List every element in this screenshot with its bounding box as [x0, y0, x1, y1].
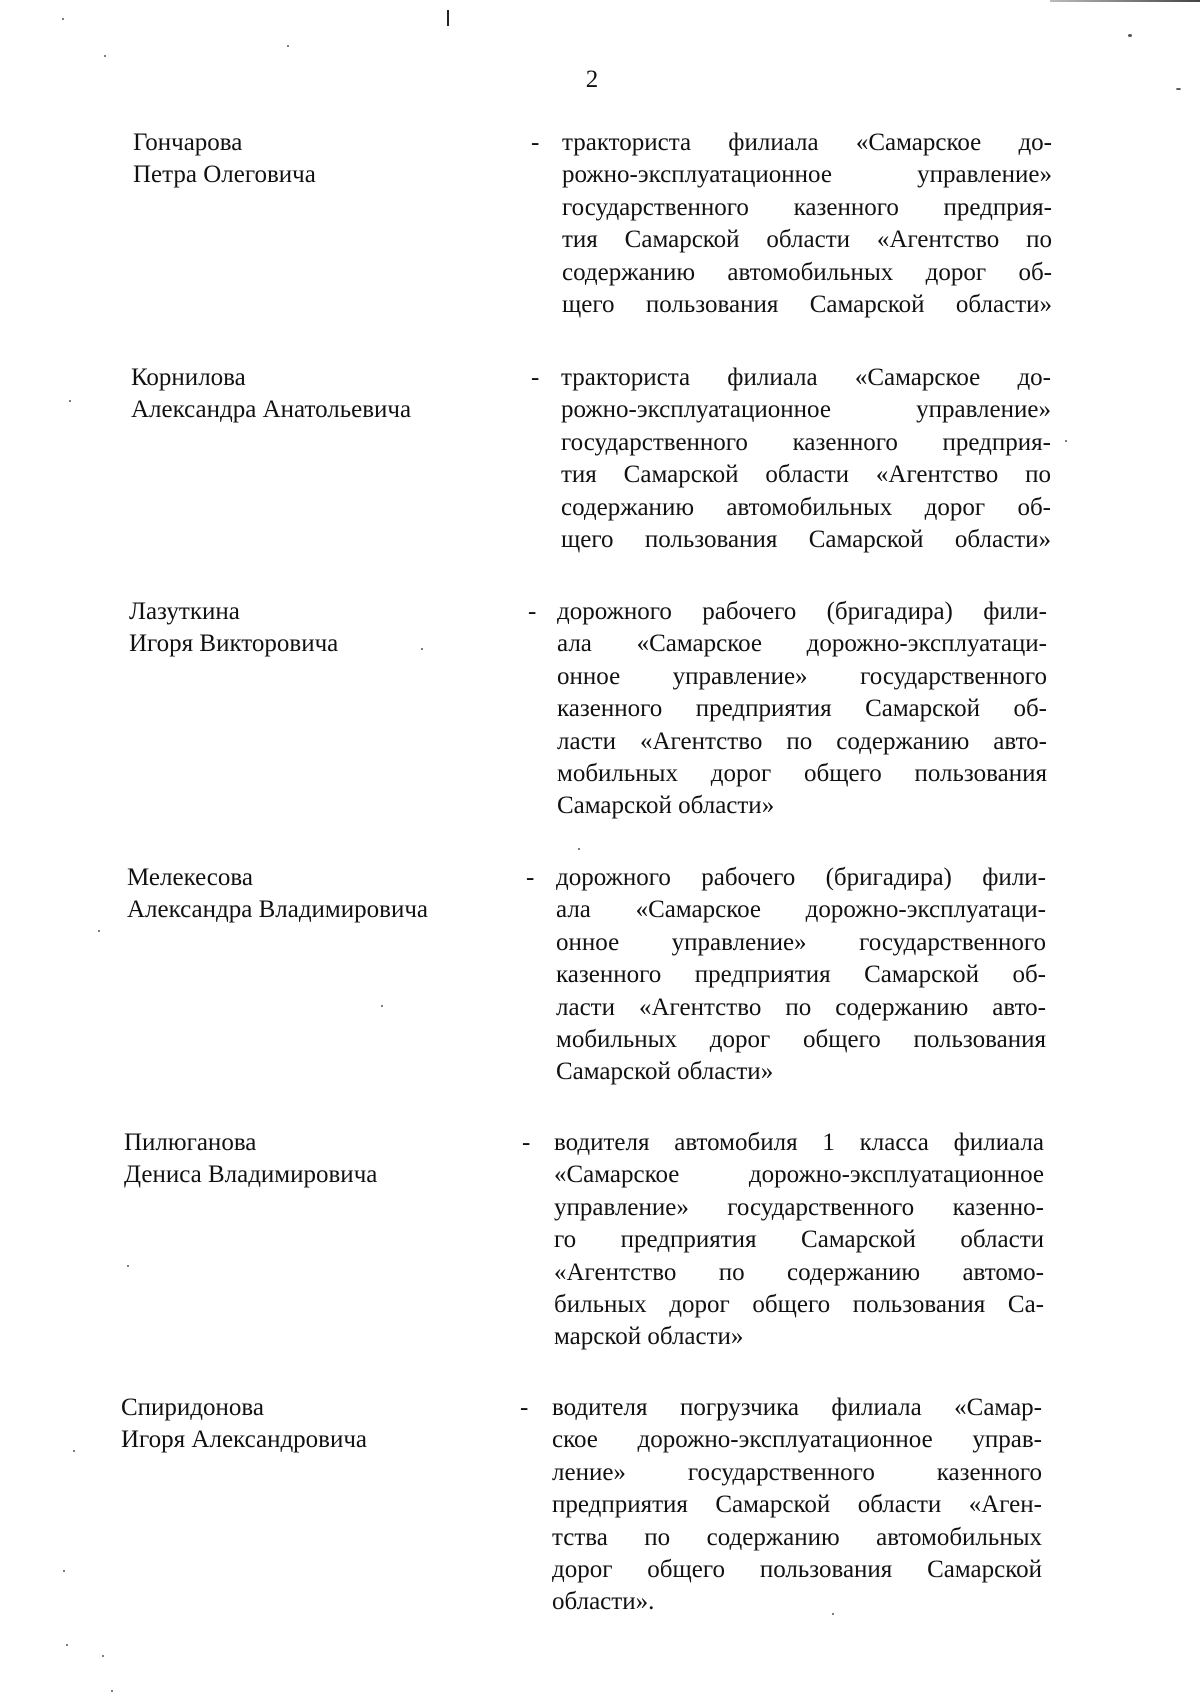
scan-speck	[111, 1690, 113, 1692]
description-line: онное управление» государственного	[556, 928, 1046, 956]
scan-speck	[1176, 88, 1181, 90]
description-line: водителя автомобиля 1 класса филиала	[554, 1129, 1044, 1156]
appointee-surname: Лазуткина	[129, 598, 240, 625]
scan-speck	[1065, 440, 1067, 442]
description-line: Самарской области»	[557, 792, 775, 820]
description-line: государственного казенного предприя-	[562, 193, 1052, 221]
appointee-surname: Спиридонова	[121, 1394, 264, 1421]
scan-speck	[1128, 34, 1132, 37]
description-line: рожно-эксплуатационное управление»	[562, 161, 1052, 189]
description-line: ласти «Агентство по содержанию авто-	[557, 727, 1047, 755]
scan-speck	[104, 55, 106, 57]
description-line: тия Самарской области «Агентство по	[561, 461, 1051, 489]
position-description	[561, 362, 1051, 556]
description-line: рожно-эксплуатационное управление»	[561, 396, 1051, 424]
appointee-surname: Гончарова	[133, 129, 243, 156]
entry-dash: -	[522, 1129, 531, 1156]
appointee-given-names: Александра Анатольевича	[131, 396, 412, 423]
description-line: Самарской области»	[556, 1058, 774, 1086]
description-line: го предприятия Самарской области	[554, 1226, 1044, 1254]
appointee-given-names: Игоря Викторовича	[129, 630, 339, 657]
description-line: ское дорожно-эксплуатационное управ-	[552, 1426, 1042, 1454]
scan-speck	[287, 45, 289, 47]
description-line: ласти «Агентство по содержанию авто-	[556, 993, 1046, 1021]
description-line: казенного предприятия Самарской об-	[557, 695, 1047, 723]
description-line: мобильных дорог общего пользования	[557, 760, 1047, 788]
appointee-given-names: Игоря Александровича	[121, 1426, 368, 1453]
description-line: казенного предприятия Самарской об-	[556, 961, 1046, 989]
description-line: водителя погрузчика филиала «Самар-	[552, 1394, 1042, 1421]
scan-speck	[832, 1613, 834, 1615]
scan-speck	[381, 1005, 383, 1007]
description-line: содержанию автомобильных дорог об-	[562, 258, 1052, 286]
description-line: ление» государственного казенного	[552, 1458, 1042, 1486]
entry-dash: -	[526, 864, 535, 891]
scan-speck	[69, 400, 71, 402]
description-line: тракториста филиала «Самарское до-	[561, 364, 1051, 391]
position-description	[554, 1127, 1044, 1354]
appointee-given-names: Александра Владимировича	[127, 896, 428, 923]
scan-speck	[127, 1265, 129, 1267]
appointee-given-names: Дениса Владимировича	[124, 1161, 378, 1188]
position-description	[557, 596, 1047, 823]
position-description	[562, 127, 1052, 321]
scan-speck	[66, 1644, 68, 1646]
entry-dash: -	[520, 1394, 529, 1421]
scan-speck	[98, 930, 100, 932]
appointee-name	[124, 1127, 377, 1191]
description-line: ала «Самарское дорожно-эксплуатаци-	[557, 630, 1047, 658]
description-line: «Агентство по содержанию автомо-	[554, 1258, 1044, 1286]
description-line: тства по содержанию автомобильных	[552, 1523, 1042, 1551]
description-line: тия Самарской области «Агентство по	[562, 226, 1052, 254]
entry-dash: -	[531, 364, 540, 391]
description-line: государственного казенного предприя-	[561, 428, 1051, 456]
description-line: марской области»	[554, 1323, 744, 1351]
page-number: 2	[585, 66, 599, 93]
position-description	[552, 1392, 1042, 1619]
description-line: предприятия Самарской области «Аген-	[552, 1491, 1042, 1519]
appointee-name	[127, 862, 428, 926]
description-line: мобильных дорог общего пользования	[556, 1026, 1046, 1054]
description-line: управление» государственного казенно-	[554, 1193, 1044, 1221]
description-line: тракториста филиала «Самарское до-	[562, 129, 1052, 156]
description-line: ала «Самарское дорожно-эксплуатаци-	[556, 896, 1046, 924]
appointee-name	[133, 127, 316, 191]
scan-speck	[421, 648, 423, 650]
description-line: дорожного рабочего (бригадира) фили-	[556, 864, 1046, 891]
scan-speck	[63, 1570, 65, 1572]
description-line: «Самарское дорожно-эксплуатационное	[554, 1161, 1044, 1189]
appointee-surname: Корнилова	[131, 364, 246, 391]
scan-speck	[578, 848, 580, 850]
appointee-name	[131, 362, 411, 426]
appointee-given-names: Петра Олеговича	[133, 161, 316, 188]
description-line: онное управление» государственного	[557, 662, 1047, 690]
appointee-name	[121, 1392, 367, 1456]
scan-speck	[102, 1655, 104, 1657]
description-line: щего пользования Самарской области»	[561, 526, 1051, 554]
appointee-surname: Мелекесова	[127, 864, 253, 891]
description-line: дорожного рабочего (бригадира) фили-	[557, 598, 1047, 625]
description-line: дорог общего пользования Самарской	[552, 1556, 1042, 1584]
description-line: области».	[552, 1588, 655, 1616]
appointee-name	[129, 596, 338, 660]
scan-speck	[62, 18, 64, 20]
scan-mark	[447, 10, 449, 26]
description-line: щего пользования Самарской области»	[562, 291, 1052, 319]
entry-dash: -	[531, 129, 540, 156]
description-line: содержанию автомобильных дорог об-	[561, 493, 1051, 521]
position-description	[556, 862, 1046, 1089]
entry-dash: -	[528, 598, 537, 625]
scan-speck	[73, 1450, 75, 1452]
scan-edge-line	[1050, 0, 1200, 2]
description-line: бильных дорог общего пользования Са-	[554, 1291, 1044, 1319]
appointee-surname: Пилюганова	[124, 1129, 257, 1156]
